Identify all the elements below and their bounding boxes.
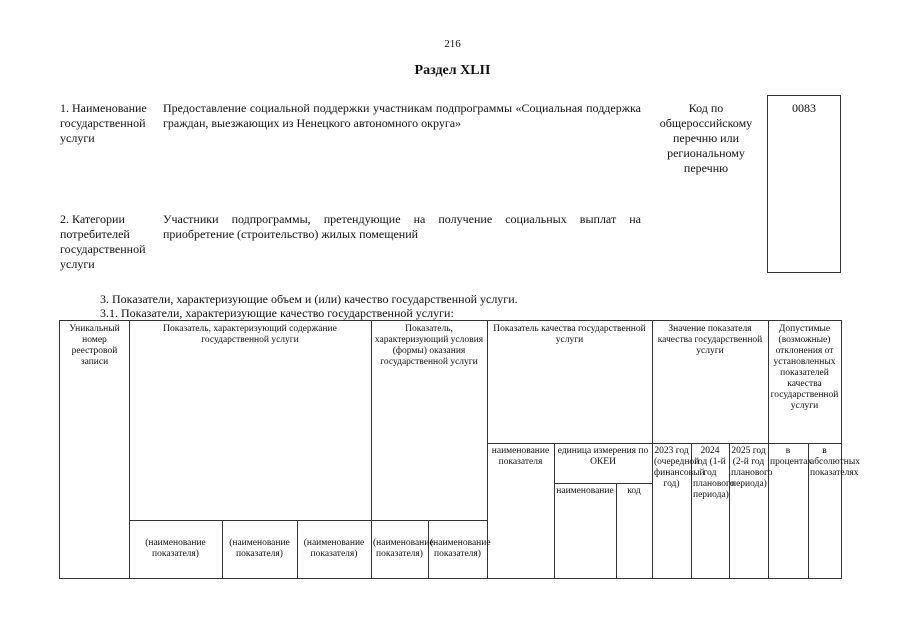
section-title: Раздел XLII	[414, 63, 491, 78]
content-indicator-name-2: (наименование показателя)	[229, 538, 290, 559]
subheader-deviation-absolute: в абсолютных показателях	[810, 446, 860, 478]
registry-code-box	[767, 95, 841, 273]
header-quality-indicator: Показатель качества государственной услуги	[493, 324, 646, 345]
indicators-subheading: 3.1. Показатели, характеризующие качество государственной услуги:	[100, 306, 454, 320]
page-number: 216	[444, 38, 461, 50]
subheader-year-2025: 2025 год (2-й год планового периода)	[731, 446, 773, 489]
indicators-heading: 3. Показатели, характеризующие объем и (или) качество государственной услуги.	[100, 292, 518, 306]
subheader-deviation-percent: в процентах	[770, 446, 813, 467]
subheader-unit-name: наименование	[556, 486, 614, 496]
header-indicator-value: Значение показателя качества государственной услуги	[657, 324, 763, 356]
consumers-text: Участники подпрограммы, претендующие на получение социальных выплат на приобретение (строительство) жилых помещений	[163, 212, 641, 241]
subheader-indicator-name: наименование показателя	[491, 446, 550, 467]
subheader-unit-code: код	[627, 486, 641, 496]
header-conditions-indicator: Показатель, характеризующий условия (формы) оказания государственной услуги	[374, 324, 484, 367]
subheader-unit-okei: единица измерения по ОКЕИ	[557, 446, 649, 467]
header-allowed-deviation: Допустимые (возможные) отклонения от установленных показателей качества государственной услуги	[770, 324, 839, 411]
quality-indicators-table	[59, 320, 860, 579]
service-name-label: 1. Наименование государственной услуги	[60, 101, 147, 145]
subheader-year-2023: 2023 год (очередной финансовый год)	[654, 446, 705, 489]
subheader-year-2024: 2024 год (1-й год планового периода)	[693, 446, 735, 500]
registry-code-label: Код по общероссийскому перечню или региональному перечню	[659, 101, 753, 175]
registry-code-value: 0083	[792, 101, 816, 115]
service-name-text: Предоставление социальной поддержки участникам подпрограммы «Социальная поддержка граждан, выезжающих из Ненецкого автономного округа»	[163, 101, 641, 130]
header-unique-record: Уникальный номер реестровой записи	[69, 324, 120, 367]
content-indicator-name-1: (наименование показателя)	[145, 538, 206, 559]
header-content-indicator: Показатель, характеризующий содержание государственной услуги	[163, 324, 337, 345]
content-indicator-name-3: (наименование показателя)	[303, 538, 365, 559]
condition-indicator-name-2: (наименование показателя)	[430, 538, 491, 559]
consumers-label: 2. Категории потребителей государственной услуги	[60, 212, 146, 271]
condition-indicator-name-1: (наименование показателя)	[373, 538, 434, 559]
grid-line	[129, 520, 487, 521]
